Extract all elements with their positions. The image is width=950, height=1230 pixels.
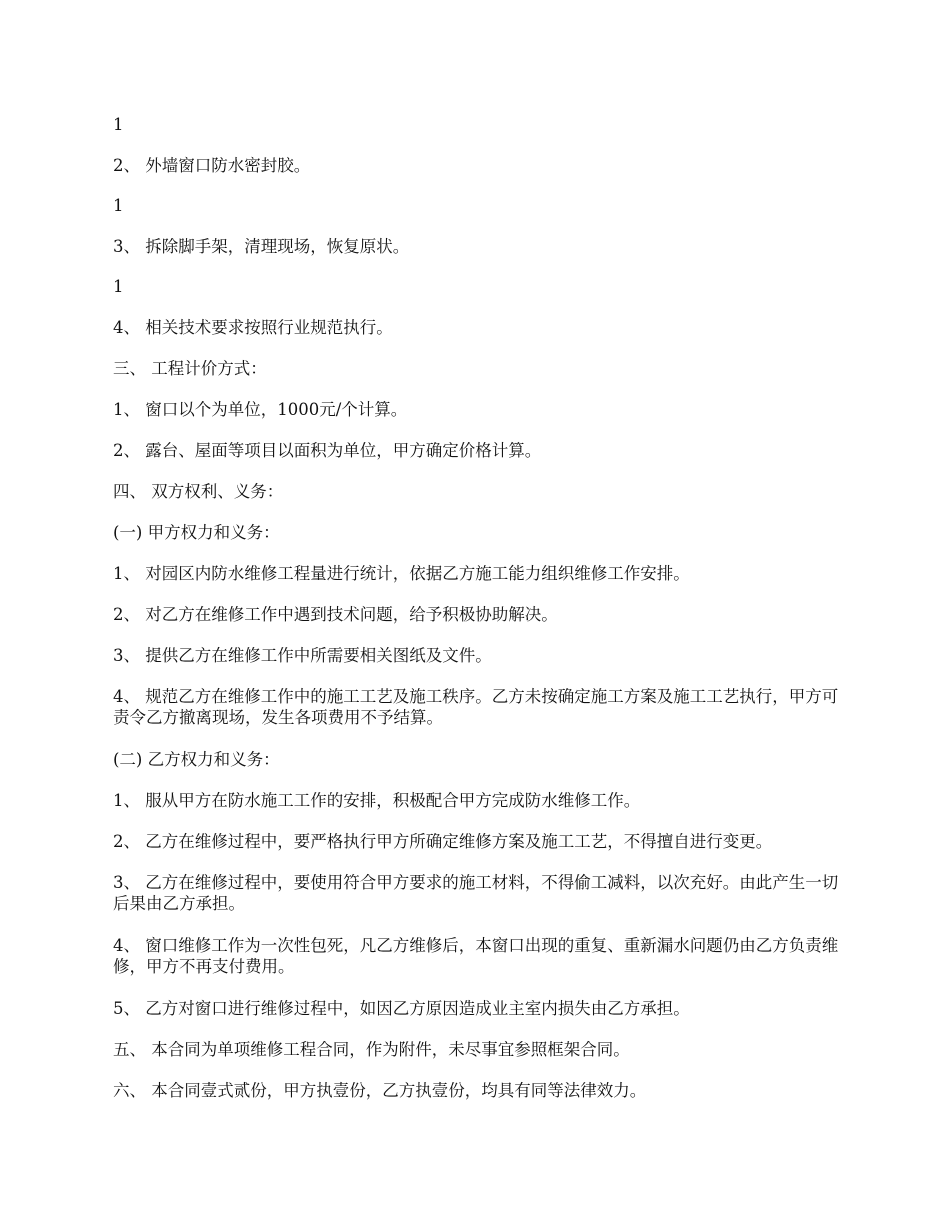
section-heading: 四、 双方权利、义务： [113,482,284,501]
paragraph: 2、 对乙方在维修工作中遇到技术问题，给予积极协助解决。 [113,605,558,624]
subsection-heading: (二) 乙方权力和义务： [113,750,280,769]
paragraph: 4、 规范乙方在维修工作中的施工工艺及施工秩序。乙方未按确定施工方案及施工工艺执行，甲方可责令乙方撤离现场，发生各项费用不予结算。 [113,687,839,727]
paragraph: 3、 拆除脚手架，清理现场，恢复原状。 [113,237,410,256]
paragraph: 2、 乙方在维修过程中，要严格执行甲方所确定维修方案及施工工艺，不得擅自进行变更。 [113,832,773,851]
paragraph: 4、 窗口维修工作为一次性包死，凡乙方维修后，本窗口出现的重复、重新漏水问题仍由乙方负责维修，甲方不再支付费用。 [113,936,839,976]
paragraph: 1、 服从甲方在防水施工工作的安排，积极配合甲方完成防水维修工作。 [113,791,641,810]
paragraph: 3、 提供乙方在维修工作中所需要相关图纸及文件。 [113,646,492,665]
paragraph: 1 [113,277,124,296]
paragraph: 2、 露台、屋面等项目以面积为单位，甲方确定价格计算。 [113,441,542,460]
paragraph: 1 [113,115,124,134]
paragraph: 1、 对园区内防水维修工程量进行统计，依据乙方施工能力组织维修工作安排。 [113,564,690,583]
paragraph: 1 [113,196,124,215]
paragraph: 5、 乙方对窗口进行维修过程中，如因乙方原因造成业主室内损失由乙方承担。 [113,999,690,1018]
subsection-heading: (一) 甲方权力和义务： [113,523,280,542]
paragraph: 1、 窗口以个为单位，1000元/个计算。 [113,400,408,419]
section-heading: 六、 本合同壹式贰份，甲方执壹份，乙方执壹份，均具有同等法律效力。 [113,1081,647,1100]
section-heading: 三、 工程计价方式： [113,359,267,378]
section-heading: 五、 本合同为单项维修工程合同，作为附件，未尽事宜参照框架合同。 [113,1040,630,1059]
paragraph: 2、 外墙窗口防水密封胶。 [113,156,311,175]
paragraph: 3、 乙方在维修过程中，要使用符合甲方要求的施工材料，不得偷工减料，以次充好。由此产生一切后果由乙方承担。 [113,873,839,913]
paragraph: 4、 相关技术要求按照行业规范执行。 [113,318,393,337]
